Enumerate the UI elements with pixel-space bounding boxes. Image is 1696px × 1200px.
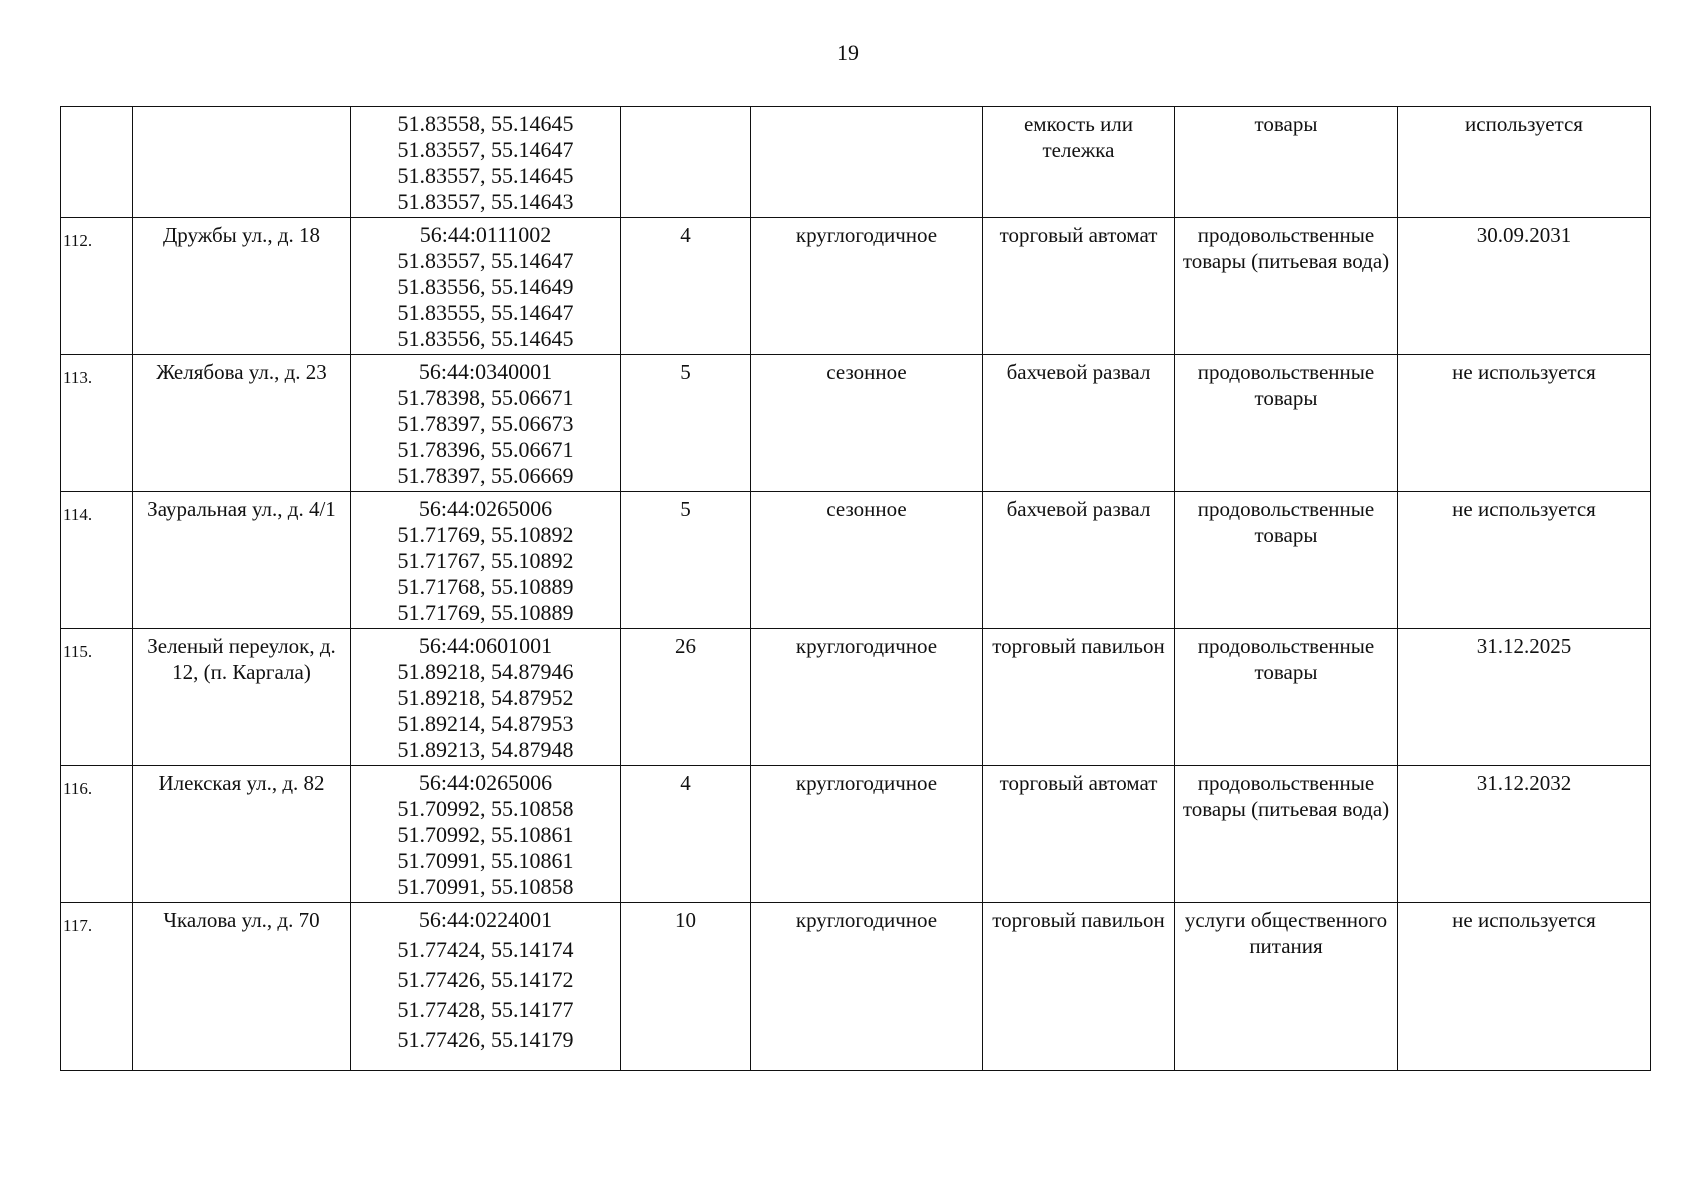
cell-object-type: торговый павильон (983, 629, 1175, 766)
cell-coords (351, 218, 621, 355)
cell-num (61, 107, 133, 218)
coord-line: 51.71769, 55.10889 (397, 600, 574, 625)
cell-goods: продовольственные товары (1175, 355, 1398, 492)
cell-address: Чкалова ул., д. 70 (133, 903, 351, 1071)
cell-goods: продовольственные товары (питьевая вода) (1175, 218, 1398, 355)
coord-line: 51.78397, 55.06669 (397, 463, 574, 488)
cadastral-number: 56:44:0601001 (418, 633, 553, 658)
coord-line: 51.70992, 55.10858 (397, 796, 574, 821)
cell-status: используется (1398, 107, 1651, 218)
coord-line: 51.77424, 55.14174 (397, 937, 574, 962)
cadastral-number: 56:44:0340001 (418, 359, 553, 384)
cell-coords (351, 766, 621, 903)
cell-goods: продовольственные товары (1175, 629, 1398, 766)
cell-period: круглогодичное (751, 766, 983, 903)
cell-period: круглогодичное (751, 903, 983, 1071)
places-table (60, 106, 1651, 1071)
table-row (61, 355, 1651, 492)
coord-line: 51.78396, 55.06671 (397, 437, 574, 462)
table-row (61, 766, 1651, 903)
cell-address: Илекская ул., д. 82 (133, 766, 351, 903)
cell-address: Зеленый переулок, д. 12, (п. Каргала) (133, 629, 351, 766)
cell-coords (351, 355, 621, 492)
cell-address (133, 107, 351, 218)
cell-period: сезонное (751, 492, 983, 629)
coord-line: 51.71767, 55.10892 (397, 548, 574, 573)
table-row-continuation (61, 107, 1651, 218)
cell-object-type: торговый автомат (983, 218, 1175, 355)
table-row (61, 629, 1651, 766)
coord-line: 51.83557, 55.14647 (397, 248, 574, 273)
cell-object-type: бахчевой развал (983, 492, 1175, 629)
coord-line: 51.89218, 54.87946 (397, 659, 574, 684)
table-row (61, 218, 1651, 355)
coord-line: 51.78398, 55.06671 (397, 385, 574, 410)
page-number: 19 (837, 40, 859, 65)
table-row (61, 903, 1651, 1071)
cell-status: не используется (1398, 355, 1651, 492)
cell-area: 5 (621, 492, 751, 629)
cadastral-number: 56:44:0265006 (418, 770, 553, 795)
coord-line: 51.71768, 55.10889 (397, 574, 574, 599)
coord-line: 51.77426, 55.14179 (397, 1027, 574, 1052)
cell-area (621, 107, 751, 218)
coord-line: 51.78397, 55.06673 (397, 411, 574, 436)
cell-status: 30.09.2031 (1398, 218, 1651, 355)
cadastral-number: 56:44:0224001 (418, 907, 553, 932)
cell-num: 112. (61, 218, 133, 355)
cell-object-type: бахчевой развал (983, 355, 1175, 492)
cell-num: 116. (61, 766, 133, 903)
cell-coords (351, 107, 621, 218)
coord-line: 51.83555, 55.14647 (397, 300, 574, 325)
coord-line: 51.77426, 55.14172 (397, 967, 574, 992)
coord-line: 51.71769, 55.10892 (397, 522, 574, 547)
cell-goods: продовольственные товары (питьевая вода) (1175, 766, 1398, 903)
coord-line: 51.83556, 55.14645 (397, 326, 574, 351)
cell-period: круглогодичное (751, 218, 983, 355)
table-row (61, 492, 1651, 629)
cell-period (751, 107, 983, 218)
cell-num: 117. (61, 903, 133, 1071)
cell-status: 31.12.2025 (1398, 629, 1651, 766)
cell-coords (351, 492, 621, 629)
cell-area: 4 (621, 766, 751, 903)
cell-num: 113. (61, 355, 133, 492)
cell-object-type: емкость или тележка (983, 107, 1175, 218)
cell-area: 4 (621, 218, 751, 355)
cell-status: 31.12.2032 (1398, 766, 1651, 903)
cell-period: круглогодичное (751, 629, 983, 766)
coord-line: 51.70992, 55.10861 (397, 822, 574, 847)
cell-area: 26 (621, 629, 751, 766)
cadastral-number: 56:44:0111002 (419, 222, 552, 247)
coord-line: 51.83556, 55.14649 (397, 274, 574, 299)
cell-coords (351, 903, 621, 1071)
cell-goods: товары (1175, 107, 1398, 218)
cell-goods: продовольственные товары (1175, 492, 1398, 629)
cell-period: сезонное (751, 355, 983, 492)
coord-line: 51.70991, 55.10861 (397, 848, 574, 873)
cell-object-type: торговый автомат (983, 766, 1175, 903)
coord-line: 51.70991, 55.10858 (397, 874, 574, 899)
cell-status: не используется (1398, 903, 1651, 1071)
cell-object-type: торговый павильон (983, 903, 1175, 1071)
coord-line: 51.83557, 55.14643 (397, 189, 574, 214)
coord-line: 51.89213, 54.87948 (397, 737, 574, 762)
cell-address: Желябова ул., д. 23 (133, 355, 351, 492)
cell-address: Зауральная ул., д. 4/1 (133, 492, 351, 629)
coord-line: 51.89218, 54.87952 (397, 685, 574, 710)
cell-num: 114. (61, 492, 133, 629)
cell-status: не используется (1398, 492, 1651, 629)
cell-coords (351, 629, 621, 766)
coord-line: 51.83557, 55.14645 (397, 163, 574, 188)
cell-address: Дружбы ул., д. 18 (133, 218, 351, 355)
cadastral-number: 56:44:0265006 (418, 496, 553, 521)
coord-line: 51.89214, 54.87953 (397, 711, 574, 736)
coord-line: 51.83557, 55.14647 (397, 137, 574, 162)
coord-line: 51.77428, 55.14177 (397, 997, 574, 1022)
cell-goods: услуги общественного питания (1175, 903, 1398, 1071)
cell-area: 5 (621, 355, 751, 492)
coord-line: 51.83558, 55.14645 (397, 111, 574, 136)
cell-area: 10 (621, 903, 751, 1071)
cell-num: 115. (61, 629, 133, 766)
